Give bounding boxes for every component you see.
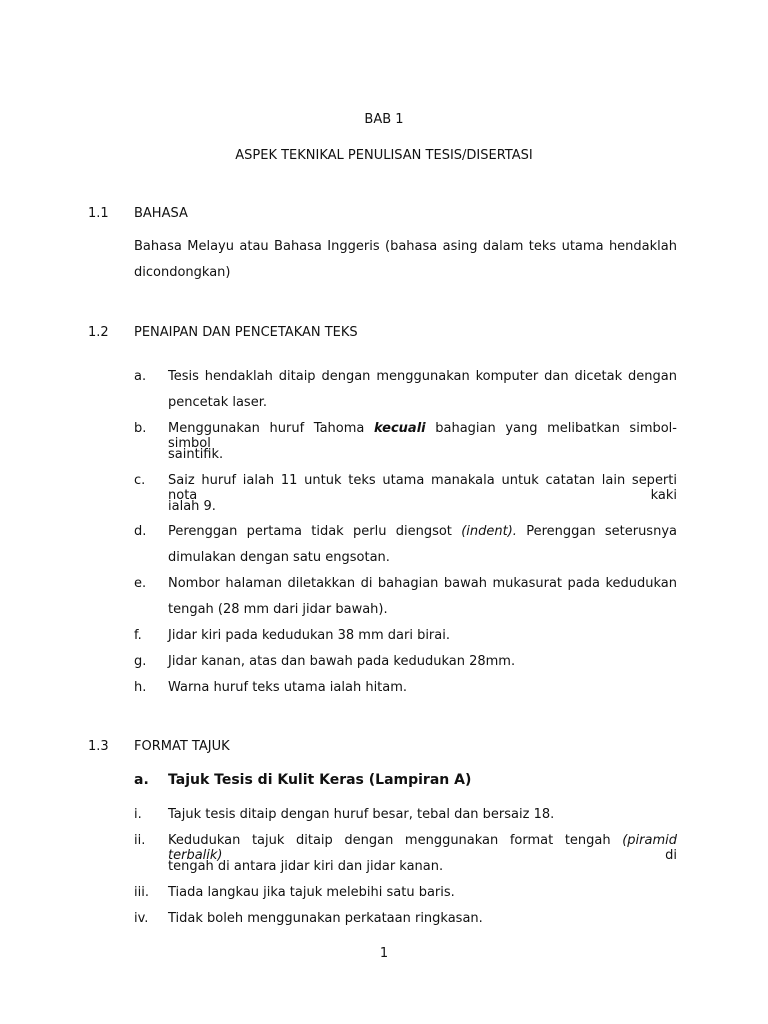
section-number-1-1: 1.1 [88,206,109,221]
text-segment: Kedudukan tajuk ditaip dengan menggunakan format tengah [168,833,623,848]
list-item-text [168,421,677,451]
list-item-letter: f. [134,628,142,643]
list-item-roman: ii. [134,833,146,848]
list-item-text: Tiada langkau jika tajuk melebihi satu baris. [168,885,455,900]
list-item-text: Warna huruf teks utama ialah hitam. [168,680,408,695]
subsection-letter: a. [134,772,149,788]
list-item-letter: b. [134,421,147,436]
list-item-letter: a. [134,369,147,384]
list-item-text: Tajuk tesis ditaip dengan huruf besar, tebal dan bersaiz 18. [168,807,555,822]
chapter-heading: BAB 1 [364,112,404,127]
text-segment: di [222,848,677,863]
section-title-penaipan: PENAIPAN DAN PENCETAKAN TEKS [134,325,358,340]
section-title-format-tajuk: FORMAT TAJUK [134,739,230,754]
text-segment: bahagian yang melibatkan simbol-simbol [168,421,677,451]
section-number-1-3: 1.3 [88,739,109,754]
emphasis-text: (indent). [461,524,517,539]
list-item-letter: e. [134,576,147,591]
list-item-letter: g. [134,654,147,669]
list-item-roman: iv. [134,911,149,926]
list-item-continuation: tengah di antara jidar kiri dan jidar kanan. [168,859,444,874]
text-segment: Menggunakan huruf Tahoma [168,421,374,436]
bahasa-paragraph-line2: dicondongkan) [134,265,231,280]
list-item-text: Jidar kanan, atas dan bawah pada kedudukan 28mm. [168,654,516,669]
section-number-1-2: 1.2 [88,325,109,340]
list-item-letter: d. [134,524,147,539]
list-item-text [168,524,677,539]
page-number: 1 [379,946,389,961]
text-segment: Perenggan seterusnya [516,524,677,539]
list-item-continuation: tengah (28 mm dari jidar bawah). [168,602,388,617]
list-item-text: Tesis hendaklah ditaip dengan menggunakan komputer dan dicetak dengan [168,369,677,384]
emphasis-text: kecuali [373,421,426,436]
bahasa-paragraph-line1: Bahasa Melayu atau Bahasa Inggeris (bahasa asing dalam teks utama hendaklah [134,239,677,254]
text-segment: Perenggan pertama tidak perlu diengsot [168,524,462,539]
list-item-continuation: dimulakan dengan satu engsotan. [168,550,390,565]
list-item-text: Saiz huruf ialah 11 untuk teks utama manakala untuk catatan lain seperti nota kaki [168,473,677,503]
list-item-letter: h. [134,680,147,695]
list-item-roman: i. [134,807,142,822]
list-item-text: Tidak boleh menggunakan perkataan ringkasan. [168,911,483,926]
list-item-text: Nombor halaman diletakkan di bahagian bawah mukasurat pada kedudukan [168,576,677,591]
subsection-title: Tajuk Tesis di Kulit Keras (Lampiran A) [168,772,472,788]
page-title: ASPEK TEKNIKAL PENULISAN TESIS/DISERTASI [235,148,533,163]
list-item-continuation: ialah 9. [168,499,216,514]
list-item-continuation: pencetak laser. [168,395,267,410]
section-title-bahasa: BAHASA [134,206,188,221]
list-item-continuation: saintifik. [168,447,224,462]
emphasis-text: (piramid terbalik) [168,833,677,863]
list-item-text: Jidar kiri pada kedudukan 38 mm dari birai. [168,628,450,643]
list-item-roman: iii. [134,885,149,900]
list-item-letter: c. [134,473,146,488]
